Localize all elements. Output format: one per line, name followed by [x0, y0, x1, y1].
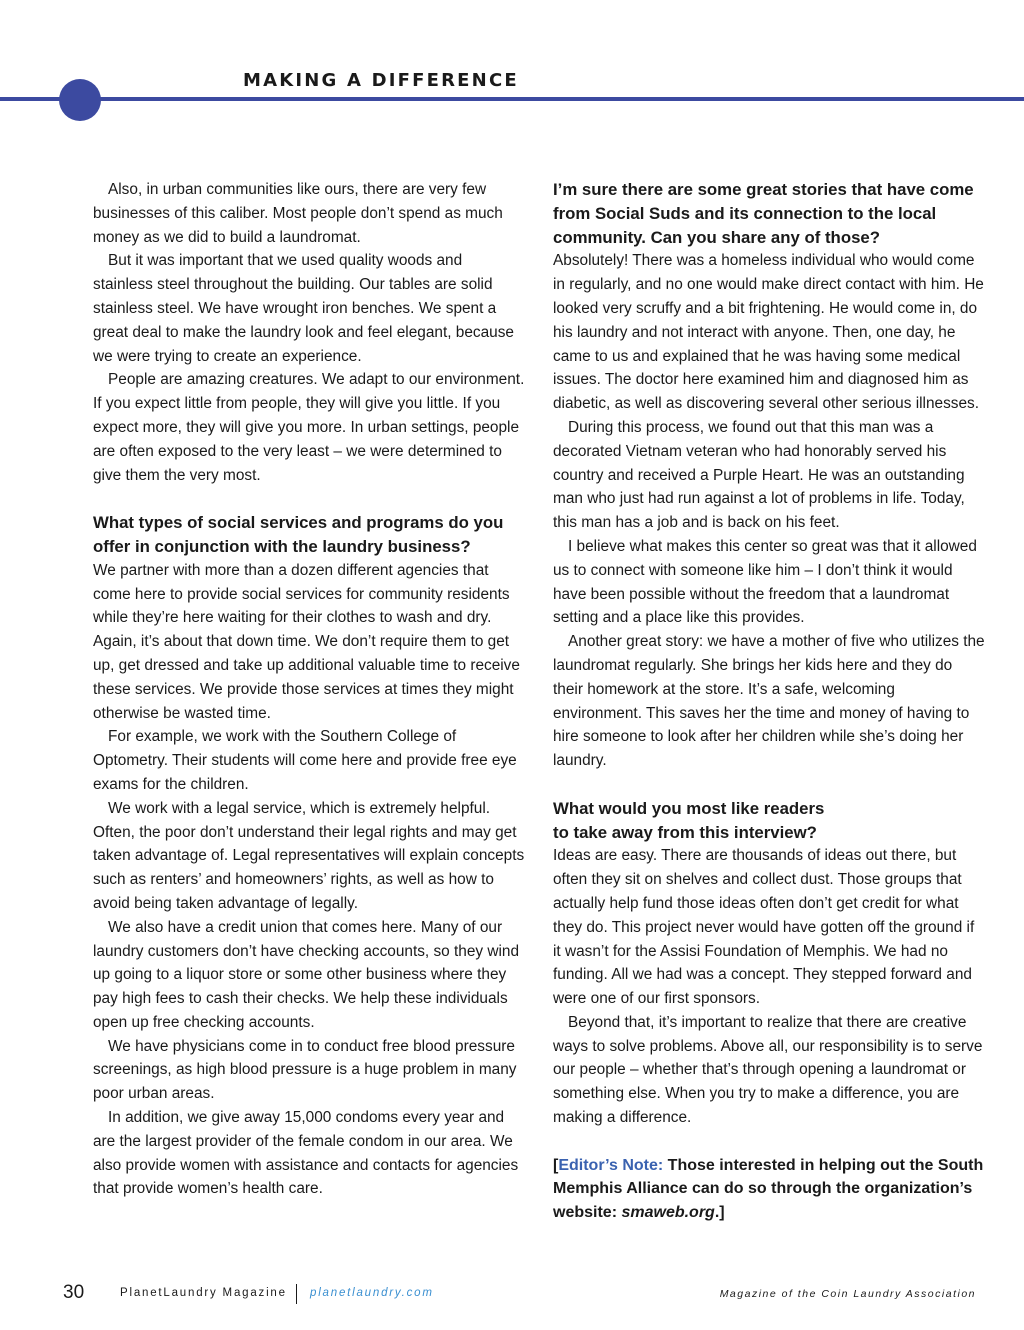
- page-number: 30: [63, 1282, 85, 1303]
- header-dot: [59, 79, 101, 121]
- paragraph: In addition, we give away 15,000 condoms every year and are the largest provider of the female condom in our area. We also provide women with assistance and contacts for agencies that provide women’s health care.: [93, 1109, 519, 1198]
- paragraph: Ideas are easy. There are thousands of ideas out there, but often they sit on shelves and collect dust. Those groups that actually help fund those ideas often don’t get credit for what they do. This project never would have gotten off the ground if it wasn’t for the Assisi Foundation of Memphis. We had no funding. All we had was a concept. They stepped forward and were one of our first sponsors.: [553, 847, 975, 1008]
- paragraph: I believe what makes this center so great was that it allowed us to connect with someone like him – I don’t think it would have been possible without the freedom that a laundromat setting and a place like this provides.: [553, 537, 977, 627]
- question-heading: I’m sure there are some great stories that have come from Social Suds and its connection to the local community. Can you share any of those?: [553, 180, 974, 247]
- paragraph: We also have a credit union that comes here. Many of our laundry customers don’t have checking accounts, so they wind up going to a liquor store or some other business where they pay high fees to cash their checks. We help these individuals open up free checking accounts.: [93, 918, 520, 1031]
- paragraph: But it was important that we used quality woods and stainless steel throughout the building. Our tables are solid stainless steel. We have wrought iron benches. We spent a great deal to make the laundry look and feel elegant, because we were trying to create an experience.: [93, 252, 514, 365]
- header-rule: [0, 97, 1024, 101]
- editors-note-text: Those interested in helping out the South Memphis Alliance can do so through the organization’s website:: [553, 1156, 984, 1222]
- paragraph: We partner with more than a dozen different agencies that come here to provide social services for community residents while they’re here waiting for their clothes to wash and dry. Again, it’s about that down time. We don’t require them to get up, get dressed and take up additional valuable time to receive these services. We provide those services at times they might otherwise be wasted time.: [93, 561, 520, 722]
- note-bracket-close: .]: [714, 1204, 725, 1222]
- website-link[interactable]: smaweb.org: [621, 1204, 715, 1222]
- section-title: MAKING A DIFFERENCE: [243, 70, 519, 91]
- note-bracket-open: [: [553, 1156, 559, 1174]
- left-column: [93, 178, 525, 1201]
- footer: [0, 1282, 1024, 1306]
- paragraph: We work with a legal service, which is extremely helpful. Often, the poor don’t understand their legal rights and may get taken advantage of. Legal representatives will explain concepts such as renters’ and homeowners’ rights, as well as how to avoid being taken advantage of legally.: [93, 799, 525, 912]
- question-heading: [553, 797, 985, 845]
- question-line: to take away from this interview?: [553, 822, 817, 842]
- paragraph: Also, in urban communities like ours, there are very few businesses of this caliber. Most people don’t spend as much money as we did to build a laundromat.: [93, 181, 503, 246]
- footer-divider: [296, 1284, 297, 1304]
- question-heading: What types of social services and programs do you offer in conjunction with the laundry business?: [93, 513, 504, 556]
- magazine-tagline: Magazine of the Coin Laundry Association: [719, 1288, 976, 1300]
- paragraph: We have physicians come in to conduct free blood pressure screenings, as high blood pressure is a huge problem in many poor urban areas.: [93, 1037, 517, 1103]
- paragraph: Another great story: we have a mother of five who utilizes the laundromat regularly. She brings her kids here and they do their homework at the store. It’s a safe, welcoming environment. This saves her the time and money of having to hire someone to look after her children while she’s doing her laundry.: [553, 633, 985, 770]
- paragraph: People are amazing creatures. We adapt to our environment. If you expect little from people, they will give you little. If you expect more, they will give you more. In urban settings, people are often exposed to the very least – we were determined to give them the very most.: [93, 371, 525, 484]
- question-line: What would you most like readers: [553, 798, 825, 818]
- right-column: [553, 178, 985, 1225]
- editors-note-label: Editor’s Note:: [558, 1156, 664, 1174]
- magazine-url[interactable]: planetlaundry.com: [310, 1287, 434, 1299]
- paragraph: Beyond that, it’s important to realize that there are creative ways to solve problems. Above all, our responsibility is to serve our people – whether that’s through opening a laundromat or something else. When you try to make a difference, you are making a difference.: [553, 1013, 983, 1127]
- paragraph: Absolutely! There was a homeless individual who would come in regularly, and no one would make direct contact with him. He looked very scruffy and a bit frightening. He would come in, do his laundry and not interact with anyone. Then, one day, he came to us and explained that he was having some medical issues. The doctor here examined him and diagnosed him as diabetic, as well as discovering several other serious illnesses.: [553, 252, 984, 413]
- paragraph: For example, we work with the Southern College of Optometry. Their students will come here and provide free eye exams for the children.: [93, 728, 517, 793]
- editors-note: [553, 1154, 985, 1225]
- magazine-name: PlanetLaundry Magazine: [120, 1287, 287, 1299]
- paragraph: During this process, we found out that this man was a decorated Vietnam veteran who had honorably served his country and received a Purple Heart. He was an outstanding man who just had run against a lot of problems in life. Today, this man has a job and is back on his feet.: [553, 418, 965, 532]
